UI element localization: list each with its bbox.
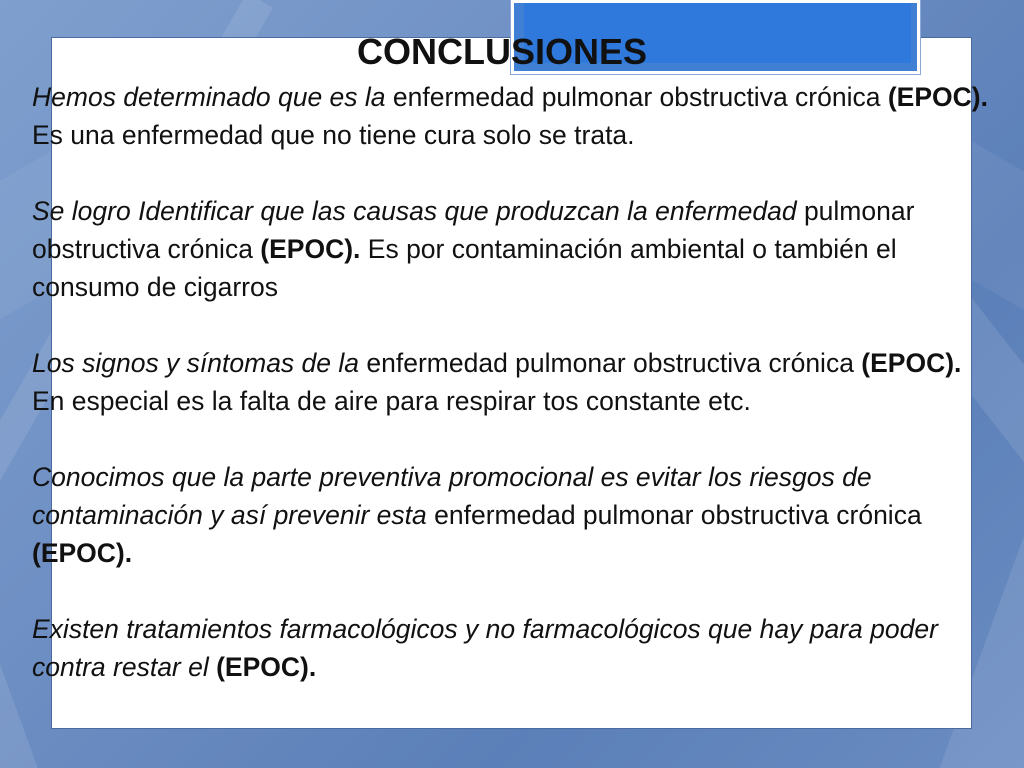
text-run: Los signos y síntomas de la <box>32 348 367 378</box>
paragraph <box>32 192 994 306</box>
text-run: Se logro Identificar que las causas que produzcan la enfermedad <box>32 196 797 226</box>
paragraph <box>32 344 994 420</box>
text-run: Es por contaminación ambiental o también el consumo de cigarros <box>32 234 897 302</box>
text-run: enfermedad pulmonar obstructiva crónica <box>366 348 862 378</box>
text-run: (EPOC). <box>32 538 133 568</box>
text-run: (EPOC). <box>216 652 317 682</box>
paragraph <box>32 78 994 154</box>
text-run: Conocimos que la parte preventiva promocional es evitar los riesgos de contaminación y así prevenir esta <box>32 462 872 530</box>
paragraph <box>32 610 994 686</box>
conclusions-text <box>32 78 994 686</box>
text-run: Es una enfermedad que no tiene cura solo se trata. <box>32 120 635 150</box>
paragraph <box>32 458 994 572</box>
text-run: Existen tratamientos farmacológicos y no farmacológicos que hay para poder contra restar el <box>32 614 938 682</box>
text-run: (EPOC). <box>861 348 962 378</box>
text-run: (EPOC). <box>887 82 988 112</box>
text-run: En especial es la falta de aire para respirar tos constante etc. <box>32 386 751 416</box>
text-run: (EPOC). <box>260 234 361 264</box>
text-run: pulmonar obstructiva crónica <box>32 196 915 264</box>
text-run: Hemos determinado que es la <box>32 82 393 112</box>
text-run: enfermedad pulmonar obstructiva crónica <box>392 82 888 112</box>
text-run: enfermedad pulmonar obstructiva crónica <box>434 500 922 530</box>
slide-title: CONCLUSIONES <box>356 31 648 72</box>
